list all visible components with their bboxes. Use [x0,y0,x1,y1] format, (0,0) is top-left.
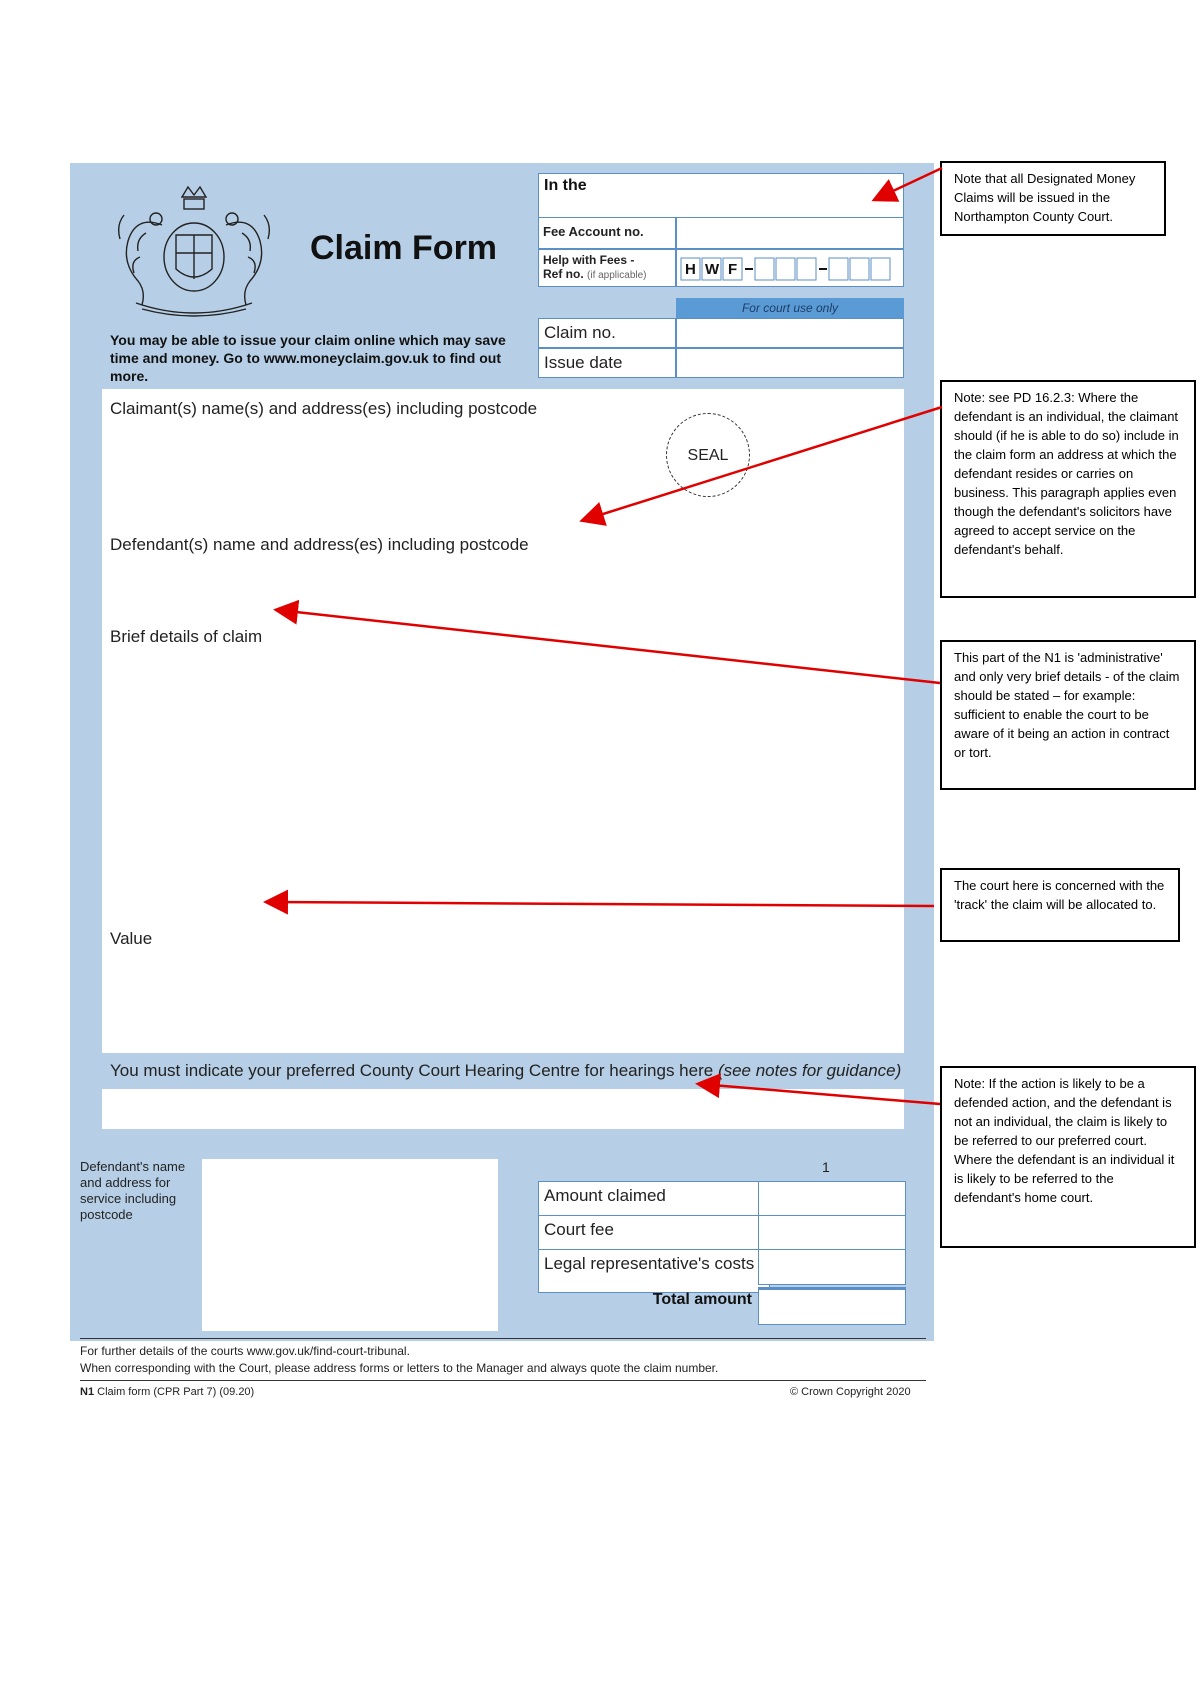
defendant-label: Defendant(s) name and address(es) including postcode [110,535,529,554]
court-use-only-header: For court use only [676,298,904,318]
arrow-hearing-centre [700,1084,940,1104]
hwf-prefix-f: F [728,261,738,278]
defendant-service-label: Defendant's name and address for service including postcode [80,1159,186,1222]
crown-copyright: © Crown Copyright 2020 [790,1386,911,1398]
in-the-label: In the [544,177,587,194]
hwf-label: Help with Fees - [543,253,635,267]
note-administrative-details: This part of the N1 is 'administrative' and only very brief details - of the claim should be stated – for example: sufficient to enable the court to be aware of it being an action in contract or tort. [940,640,1196,790]
hwf-ref-hint: (if applicable) [587,270,647,281]
note-track-allocation: The court here is concerned with the 'track' the claim will be allocated to. [940,868,1180,942]
arrow-defendant-address [584,407,942,520]
arrow-brief-details [278,610,940,683]
note-preferred-court: Note: If the action is likely to be a defended action, and the defendant is not an individual, the claim is likely to be referred to our preferred court. Where the defendant is an individual it is likely to be referred to the defendant's home court. [940,1066,1196,1248]
court-seal: SEAL [666,413,750,497]
claimant-label: Claimant(s) name(s) and address(es) including postcode [110,399,538,418]
form-code-desc: Claim form (CPR Part 7) (09.20) [97,1386,255,1398]
value-label: Value [110,929,153,948]
legal-costs-label: Legal representative's costs [538,1249,770,1293]
online-claim-note: You may be able to issue your claim online which may save time and money. Go to www.moneyclaim.gov.uk to find out more. [110,332,506,384]
note-pd-16-2-3: Note: see PD 16.2.3: Where the defendant is an individual, the claimant should (if he is able to do so) include in the claim form an address at which the defendant resides or carries on business. This paragraph applies even though the defendant's solicitors have agreed to accept service on the defendant's behalf. [940,380,1196,598]
arrow-designated-claims [876,168,942,199]
page-number: 1 [822,1159,830,1175]
court-fee-label: Court fee [538,1215,770,1259]
hwf-prefix-h: H [685,261,696,278]
hearing-centre-hint: (see notes for guidance) [717,1061,902,1080]
amount-claimed-label: Amount claimed [538,1181,770,1225]
hearing-centre-text: You must indicate your preferred County Court Hearing Centre for hearings here [110,1061,714,1080]
footer-courts-info: For further details of the courts www.gov.uk/find-court-tribunal. [80,1344,410,1358]
hwf-prefix-w: W [705,261,720,278]
form-title: Claim Form [310,229,498,267]
hwf-ref-label: Ref no. [543,267,584,281]
note-designated-claims: Note that all Designated Money Claims will be issued in the Northampton County Court. [940,161,1166,236]
claim-no-label: Claim no. [538,318,676,348]
footer-correspondence-info: When corresponding with the Court, please address forms or letters to the Manager and always quote the claim number. [80,1361,719,1375]
total-amount-label: Total amount [652,1291,752,1308]
form-code-id: N1 [80,1386,95,1398]
fee-account-label: Fee Account no. [538,217,676,249]
brief-details-label: Brief details of claim [110,627,263,646]
issue-date-label: Issue date [538,348,676,378]
arrow-value [268,902,934,906]
